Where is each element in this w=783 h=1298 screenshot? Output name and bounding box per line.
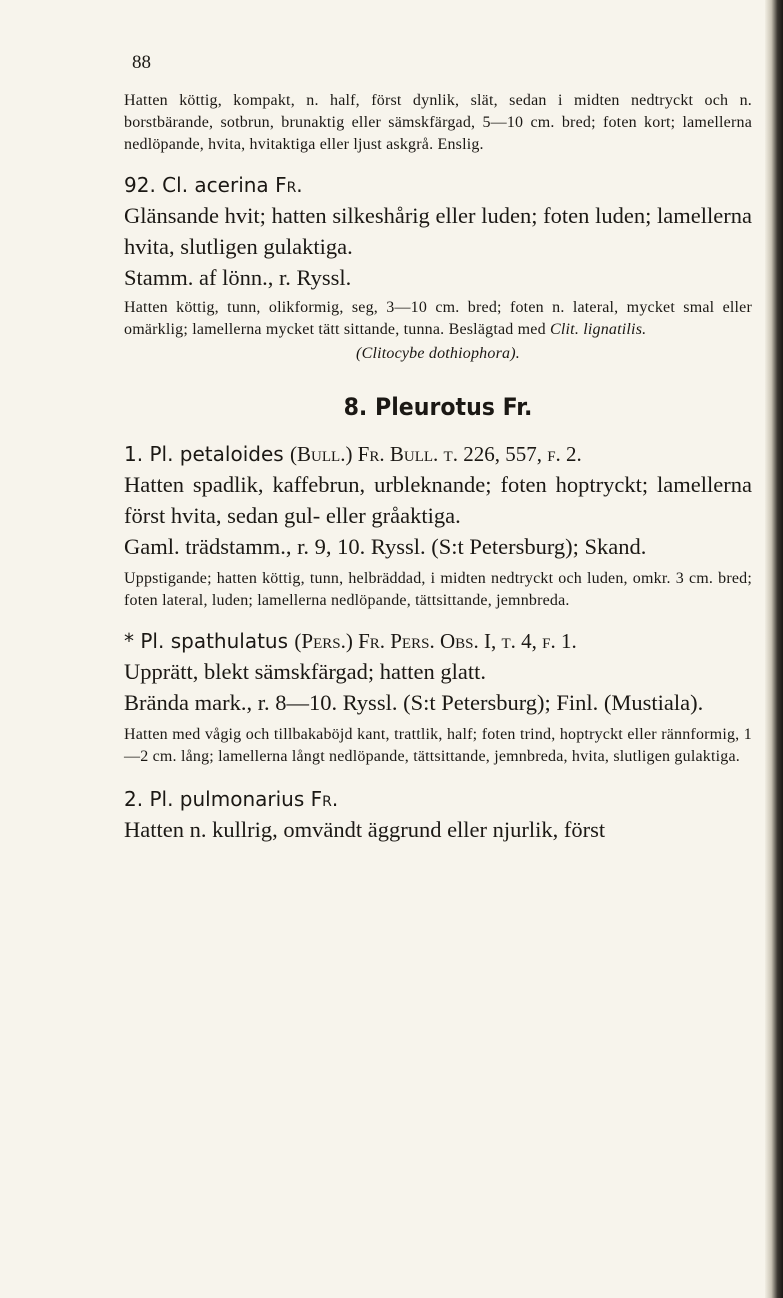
species-2-diagnosis: Hatten n. kullrig, omvändt äggrund eller njurlik, först — [124, 817, 606, 842]
author: Fr. — [310, 787, 339, 811]
species-2-heading — [124, 784, 752, 814]
species-1-description: Uppstigande; hatten köttig, tunn, helbräddad, i midten nedtryckt och luden, omkr. 3 cm. bred; foten lateral, luden; lamellerna nedlöpande, tättsittande, jemnbreda. — [124, 570, 752, 609]
species-epithet: acerina — [194, 173, 269, 197]
species-92-description — [124, 297, 752, 341]
genus-abbrev: Pl. — [140, 629, 165, 653]
species-number: 2. — [124, 787, 144, 811]
species-spathulatus-heading — [124, 626, 752, 656]
authors-and-reference: (Bull.) Fr. Bull. t. 226, 557, f. 2. — [290, 442, 582, 466]
author: Fr. — [275, 173, 303, 197]
intro-paragraph: Hatten köttig, kompakt, n. half, först dynlik, slät, sedan i midten nedtryckt och n. borstbärande, sotbrun, brunaktig eller sämskfärgad, 5—10 cm. bred; foten kort; lamellerna nedlöpande, hvita, hvitaktiga eller ljust askgrå. Enslig. — [124, 92, 752, 153]
species-1-heading — [124, 439, 752, 469]
genus-heading: 8. Pleurotus Fr. — [343, 393, 533, 421]
species-number: 92. — [124, 173, 156, 197]
species-92-habitat: Stamm. af lönn., r. Ryssl. — [124, 265, 352, 290]
page-number: 88 — [132, 52, 151, 73]
genus-heading-wrapper — [124, 393, 752, 421]
species-1-diagnosis: Hatten spadlik, kaffebrun, urbleknande; foten hoptryckt; lamellerna först hvita, sedan gul- eller gråaktiga. — [124, 472, 752, 528]
species-epithet: spathulatus — [170, 629, 289, 653]
related-species: Clit. lignatilis. — [550, 321, 647, 338]
species-epithet: pulmonarius — [179, 787, 305, 811]
species-92-heading — [124, 170, 752, 200]
text-column — [124, 90, 752, 845]
authors-and-reference: (Pers.) Fr. Pers. Obs. I, t. 4, f. 1. — [294, 629, 577, 653]
genus-abbrev: Cl. — [162, 173, 189, 197]
species-92-synonym: (Clitocybe dothiophora). — [356, 345, 520, 362]
asterisk-mark: * — [124, 629, 134, 653]
genus-abbrev: Pl. — [149, 442, 174, 466]
species-spathulatus-description: Hatten med vågig och tillbakaböjd kant, trattlik, half; foten trind, hoptryckt eller rännformig, 1—2 cm. lång; lamellerna långt nedlöpande, tättsittande, jemnbreda, hvita, slutligen gulaktiga. — [124, 726, 752, 765]
species-1-habitat: Gaml. trädstamm., r. 9, 10. Ryssl. (S:t Petersburg); Skand. — [124, 534, 647, 559]
species-epithet: petaloides — [179, 442, 284, 466]
description-text: Hatten köttig, tunn, olikformig, seg, 3—10 cm. bred; foten n. lateral, mycket smal eller omärklig; lamellerna mycket tätt sittande, tunna. Beslägtad med — [124, 299, 752, 338]
book-spine-shadow — [765, 0, 783, 1298]
species-number: 1. — [124, 442, 144, 466]
species-spathulatus-diagnosis: Upprätt, blekt sämskfärgad; hatten glatt. — [124, 659, 486, 684]
species-spathulatus-habitat: Brända mark., r. 8—10. Ryssl. (S:t Petersburg); Finl. (Mustiala). — [124, 690, 704, 715]
genus-abbrev: Pl. — [149, 787, 174, 811]
species-92-diagnosis: Glänsande hvit; hatten silkeshårig eller luden; foten luden; lamellerna hvita, slutligen gulaktiga. — [124, 203, 752, 259]
